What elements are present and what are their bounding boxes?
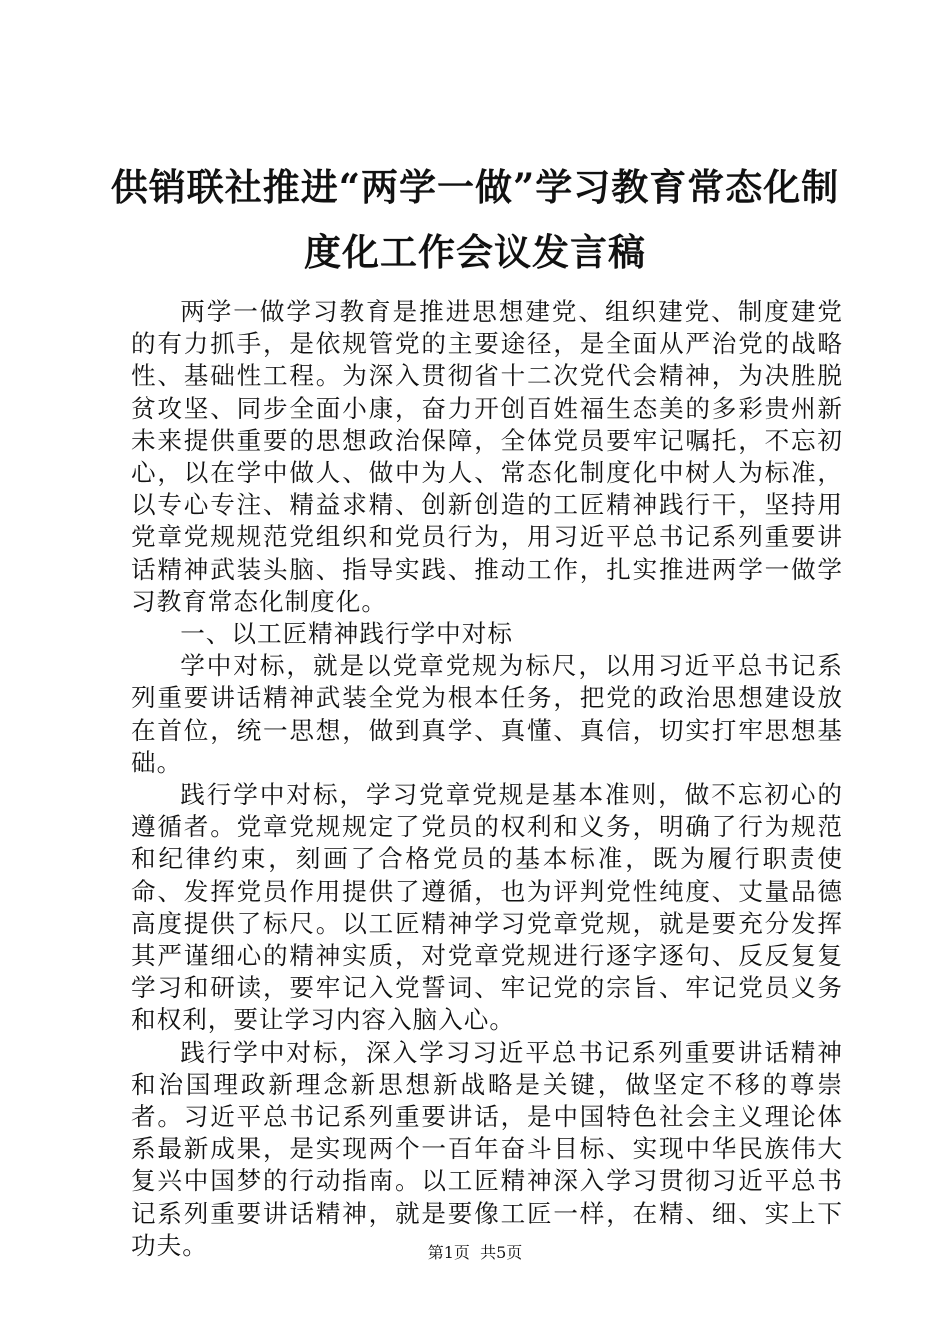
- paragraph: 学中对标，就是以党章党规为标尺，以用习近平总书记系列重要讲话精神武装全党为根本任务，把党的政治思想建设放在首位，统一思想，做到真学、真懂、真信，切实打牢思想基础。: [131, 651, 843, 777]
- page-number: 第1页: [427, 1243, 470, 1262]
- section-heading: 一、以工匠精神践行学中对标: [180, 619, 513, 649]
- paragraph: 践行学中对标，深入学习习近平总书记系列重要讲话精神和治国理政新理念新思想新战略是关键，做坚定不移的尊崇者。习近平总书记系列重要讲话，是中国特色社会主义理论体系最新成果，是实现两个一百年奋斗目标、实现中华民族伟大复兴中国梦的行动指南。以工匠精神深入学习贯彻习近平总书记系列重要讲话精神，就是要像工匠一样，在精、细、实上下功夫。: [131, 1037, 843, 1260]
- paragraph-intro: 两学一做学习教育是推进思想建党、组织建党、制度建党的有力抓手，是依规管党的主要途径，是全面从严治党的战略性、基础性工程。为深入贯彻省十二次党代会精神，为决胜脱贫攻坚、同步全面小康，奋力开创百姓福生态美的多彩贵州新未来提供重要的思想政治保障，全体党员要牢记嘱托，不忘初心，以在学中做人、做中为人、常态化制度化中树人为标准，以专心专注、精益求精、创新创造的工匠精神践行干，坚持用党章党规规范党组织和党员行为，用习近平总书记系列重要讲话精神武装头脑、指导实践、推动工作，扎实推进两学一做学习教育常态化制度化。: [131, 297, 843, 616]
- document-title: 供销联社推进“两学一做”学习教育常态化制度化工作会议发言稿: [110, 165, 840, 274]
- document-body: [131, 296, 843, 1262]
- page-footer: [0, 1243, 950, 1263]
- paragraph: 践行学中对标，学习党章党规是基本准则，做不忘初心的遵循者。党章党规规定了党员的权利和义务，明确了行为规范和纪律约束，刻画了合格党员的基本标准，既为履行职责使命、发挥党员作用提供了遵循，也为评判党性纯度、丈量品德高度提供了标尺。以工匠精神学习党章党规，就是要充分发挥其严谨细心的精神实质，对党章党规进行逐字逐句、反反复复学习和研读，要牢记入党誓词、牢记党的宗旨、牢记党员义务和权利，要让学习内容入脑入心。: [131, 780, 843, 1035]
- page-total: 共5页: [480, 1243, 523, 1262]
